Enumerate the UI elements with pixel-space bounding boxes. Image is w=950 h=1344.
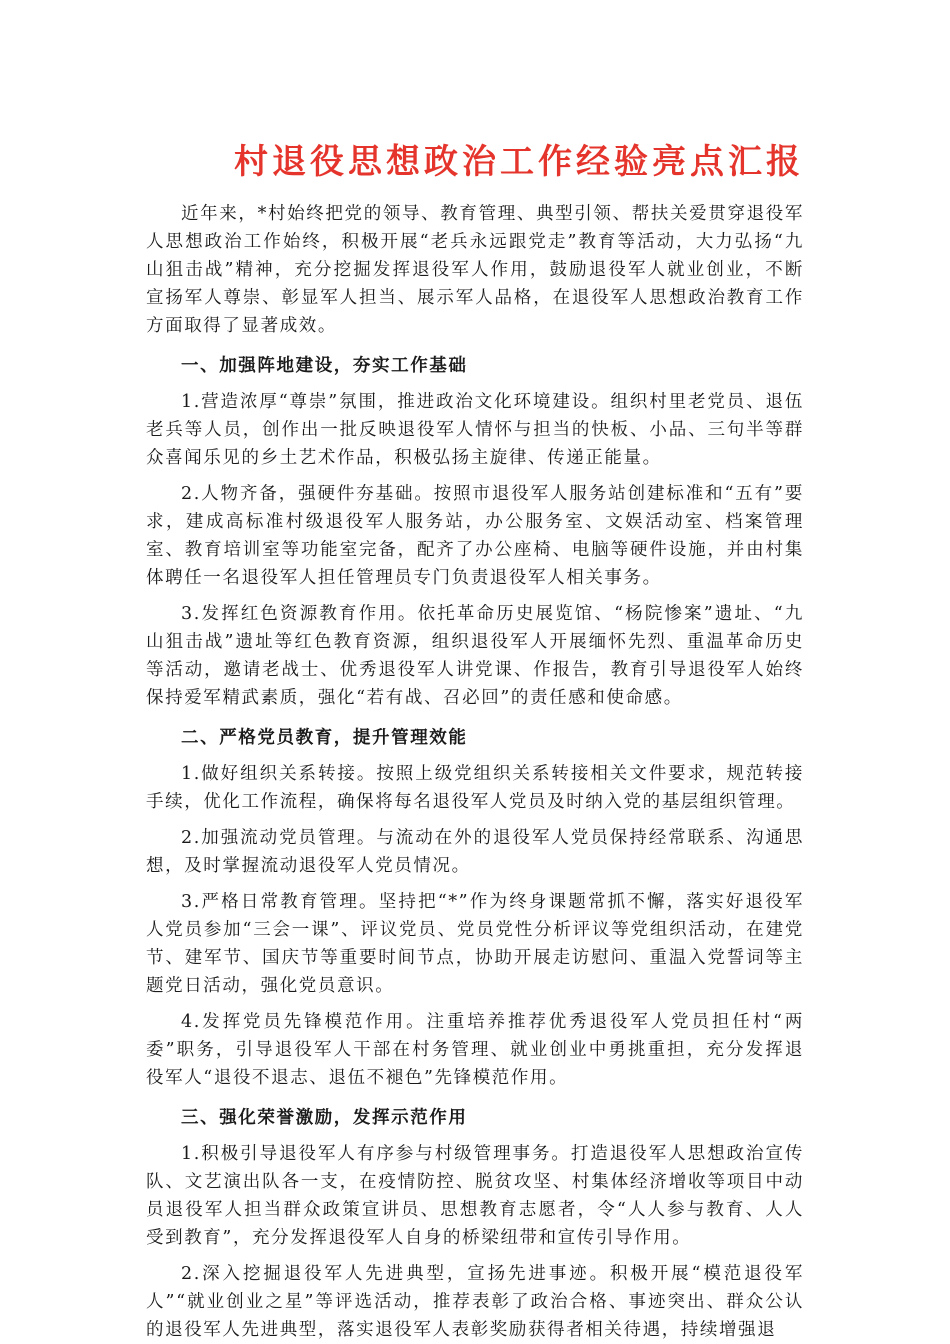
section-paragraph: 1.做好组织关系转接。按照上级党组织关系转接相关文件要求，规范转接手续，优化工作流程，确保将每名退役军人党员及时纳入党的基层组织管理。 (146, 764, 804, 812)
section-paragraph: 2.深入挖掘退役军人先进典型，宣扬先进事迹。积极开展“模范退役军人”“就业创业之星”等评选活动，推荐表彰了政治合格、事迹突出、群众公认的退役军人先进典型，落实退役军人表彰奖励获得者相关待遇，持续增强退 (146, 1264, 804, 1340)
intro-paragraph: 近年来，*村始终把党的领导、教育管理、典型引领、帮扶关爱贯穿退役军人思想政治工作始终，积极开展“老兵永远跟党走”教育等活动，大力弘扬“九山狙击战”精神，充分挖掘发挥退役军人作用，鼓励退役军人就业创业，不断宣扬军人尊崇、彰显军人担当、展示军人品格，在退役军人思想政治教育工作方面取得了显著成效。 (146, 204, 804, 336)
section-paragraph: 3.发挥红色资源教育作用。依托革命历史展览馆、“杨院惨案”遗址、“九山狙击战”遗址等红色教育资源，组织退役军人开展缅怀先烈、重温革命历史等活动，邀请老战士、优秀退役军人讲党课、作报告，教育引导退役军人始终保持爱军精武素质，强化“若有战、召必回”的责任感和使命感。 (146, 604, 804, 708)
section-paragraph: 3.严格日常教育管理。坚持把“*”作为终身课题常抓不懈，落实好退役军人党员参加“三会一课”、评议党员、党员党性分析评议等党组织活动，在建党节、建军节、国庆节等重要时间节点，协助开展走访慰问、重温入党誓词等主题党日活动，强化党员意识。 (146, 892, 804, 996)
section-heading: 二、严格党员教育，提升管理效能 (181, 728, 468, 748)
section-3 (146, 1104, 804, 1344)
section-paragraph: 1.营造浓厚“尊崇”氛围，推进政治文化环境建设。组织村里老党员、退伍老兵等人员，创作出一批反映退役军人情怀与担当的快板、小品、三句半等群众喜闻乐见的乡土艺术作品，积极弘扬主旋律、传递正能量。 (146, 392, 804, 468)
section-2 (146, 724, 804, 1092)
section-paragraph: 1.积极引导退役军人有序参与村级管理事务。打造退役军人思想政治宣传队、文艺演出队各一支，在疫情防控、脱贫攻坚、村集体经济增收等项目中动员退役军人担当群众政策宣讲员、思想教育志愿者，令“人人参与教育、人人受到教育”，充分发挥退役军人自身的桥梁纽带和宣传引导作用。 (146, 1144, 804, 1248)
section-paragraph: 2.人物齐备，强硬件夯基础。按照市退役军人服务站创建标准和“五有”要求，建成高标准村级退役军人服务站，办公服务室、文娱活动室、档案管理室、教育培训室等功能室完备，配齐了办公座椅、电脑等硬件设施，并由村集体聘任一名退役军人担任管理员专门负责退役军人相关事务。 (146, 484, 804, 588)
section-paragraph: 2.加强流动党员管理。与流动在外的退役军人党员保持经常联系、沟通思想，及时掌握流动退役军人党员情况。 (146, 828, 804, 876)
document-title: 村退役思想政治工作经验亮点汇报 (234, 142, 804, 182)
section-heading: 三、强化荣誉激励，发挥示范作用 (181, 1108, 468, 1128)
section-heading: 一、加强阵地建设，夯实工作基础 (181, 356, 468, 376)
section-paragraph: 4.发挥党员先锋模范作用。注重培养推荐优秀退役军人党员担任村“两委”职务，引导退役军人干部在村务管理、就业创业中勇挑重担，充分发挥退役军人“退役不退志、退伍不褪色”先锋模范作用。 (146, 1012, 804, 1088)
section-1 (146, 352, 804, 712)
